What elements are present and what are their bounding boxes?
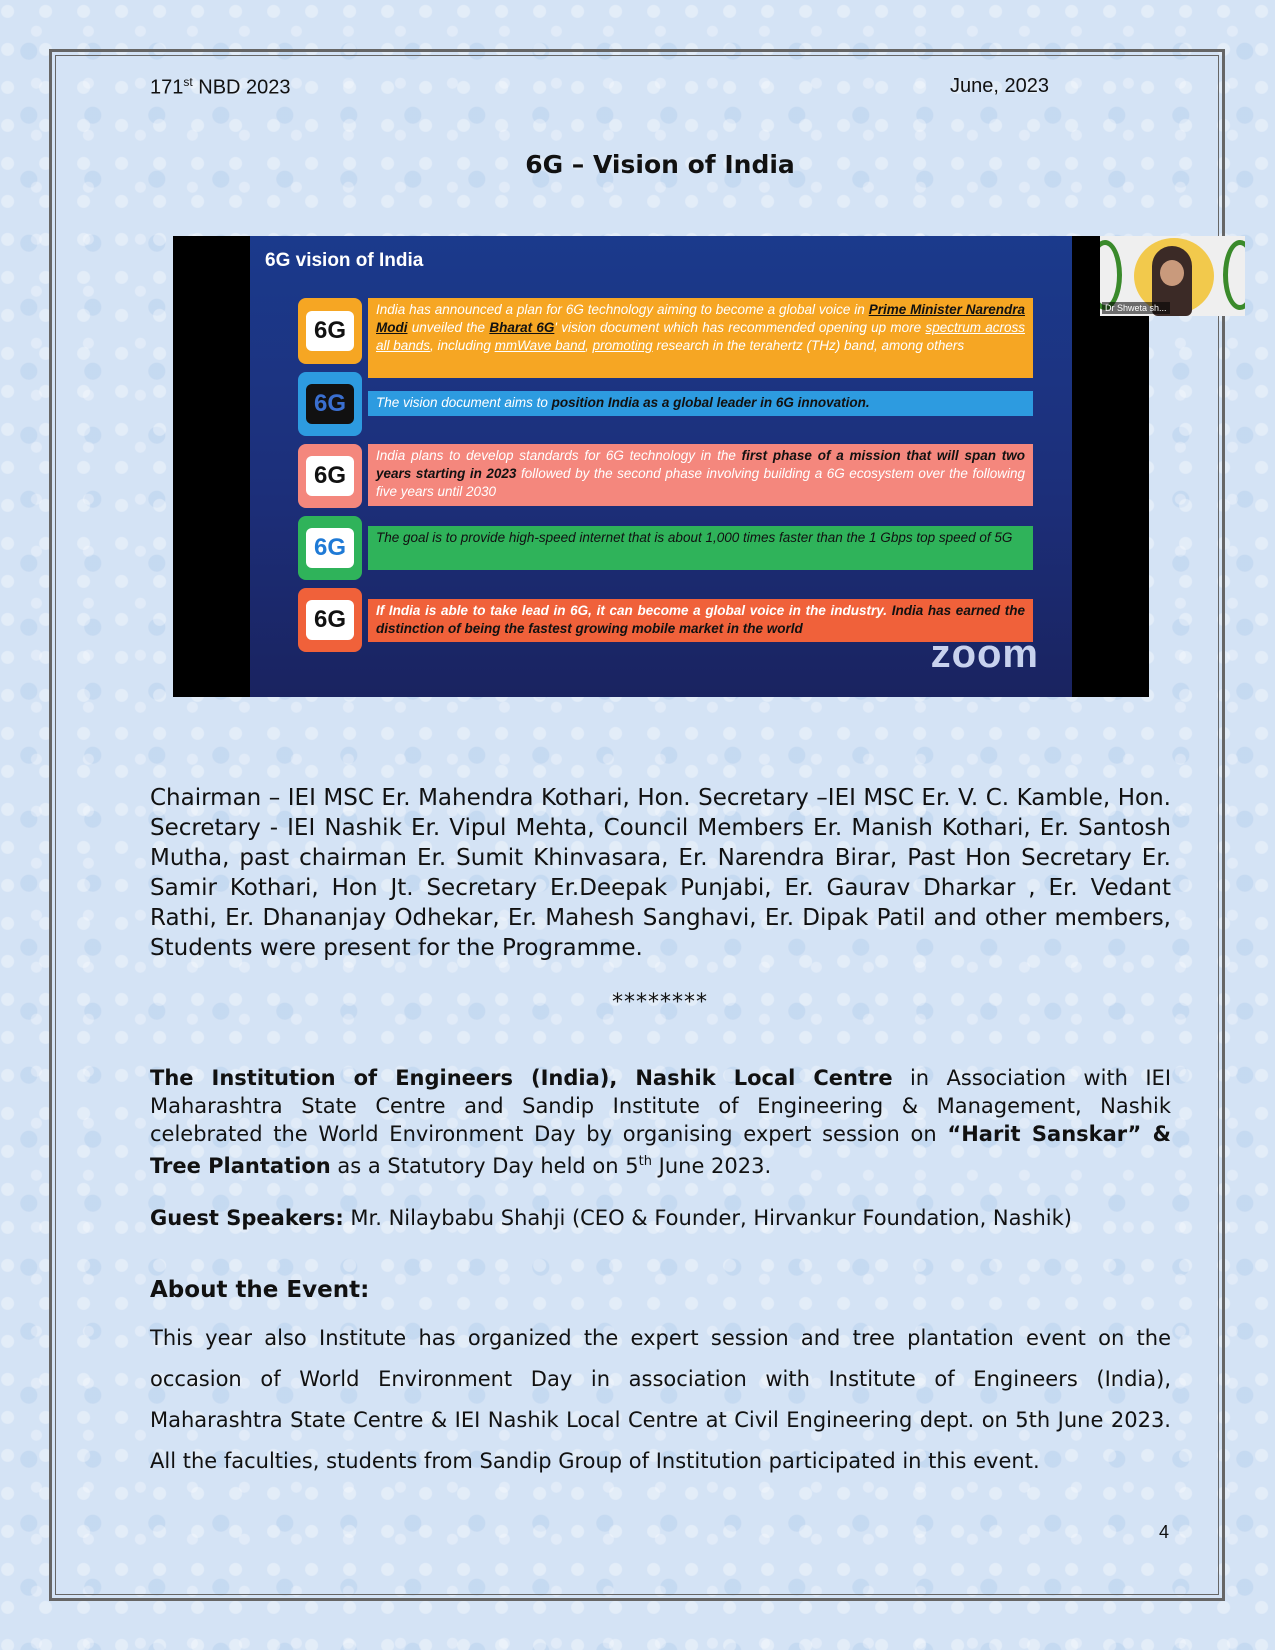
event-paragraph: The Institution of Engineers (India), Nashik Local Centre in Association with IEI Maharashtra State Centre and Sandip Institute of Engineering & Management, Nashik celebrated the World Environment Day by organising expert session on “Harit Sanskar” & Tree Plantation as a Statutory Day held on 5th June 2023. xyxy=(150,1066,1172,1178)
participant-video xyxy=(1100,236,1245,316)
slide-row-3: India plans to develop standards for 6G technology in the first phase of a mission that will span two years starting in 2023 followed by the second phase involving building a 6G ecosystem over the following five years until 2030 xyxy=(368,444,1033,506)
page-title: 6G – Vision of India xyxy=(525,150,795,179)
separator: ******** xyxy=(612,990,708,1015)
6g-neon-icon: 6G xyxy=(298,372,362,436)
slide-row-2: The vision document aims to position India as a global leader in 6G innovation. xyxy=(368,391,1033,416)
issue-label: 171st NBD 2023 xyxy=(150,75,291,99)
guest-speakers: Guest Speakers: Mr. Nilaybabu Shahji (CEO & Founder, Hirvankur Foundation, Nashik) xyxy=(150,1206,1072,1230)
slide-row-5: If India is able to take lead in 6G, it can become a global voice in the industry. India has earned the distinction of being the fastest growing mobile market in the world xyxy=(368,599,1033,642)
issue-date: June, 2023 xyxy=(950,75,1049,97)
slide-content xyxy=(250,236,1072,697)
zoom-logo: zoom xyxy=(930,632,1039,676)
attendees-paragraph: Chairman – IEI MSC Er. Mahendra Kothari, Hon. Secretary –IEI MSC Er. V. C. Kamble, Hon. Secretary - IEI Nashik Er. Vipul Mehta, Council Members Er. Manish Kothari, Er. Santosh Mutha, past chairman Er. Sumit Khinvasara, Er. Narendra Birar, Past Hon Secretary Er. Samir Kothari, Hon Jt. Secretary Er.Deepak Punjabi, Er. Gaurav Dharkar , Er. Vedant Rathi, Er. Dhananjay Odhekar, Er. Mahesh Sanghavi, Er. Dipak Patil and other members, Students were present for the Programme. xyxy=(150,785,1171,961)
page-number: 4 xyxy=(1159,1522,1170,1542)
6g-wifi-icon: 6G xyxy=(298,588,362,652)
about-paragraph: This year also Institute has organized the expert session and tree plantation event on the occasion of World Environment Day in association with Institute of Engineers (India), Maharashtra State Centre & IEI Nashik Local Centre at Civil Engineering dept. on 5th June 2023. All the faculties, students from Sandip Group of Institution participated in this event. xyxy=(150,1326,1171,1473)
6g-network-icon: 6G xyxy=(298,516,362,580)
slide-row-4: The goal is to provide high-speed internet that is about 1,000 times faster than the 1 Gbps top speed of 5G xyxy=(368,526,1033,570)
slide-title: 6G vision of India xyxy=(265,250,424,271)
6g-signal-icon: 6G xyxy=(298,444,362,508)
6g-badge-icon: 6G xyxy=(298,298,362,364)
slide-screenshot xyxy=(173,236,1167,697)
about-heading: About the Event: xyxy=(150,1277,370,1303)
slide-row-1: India has announced a plan for 6G technology aiming to become a global voice in Prime Minister Narendra Modi unveiled the Bharat 6G' vision document which has recommended opening up more spectrum across all bands, including mmWave band, promoting research in the terahertz (THz) band, among others xyxy=(368,298,1033,378)
participant-name: Dr Shweta sh... xyxy=(1102,302,1170,314)
